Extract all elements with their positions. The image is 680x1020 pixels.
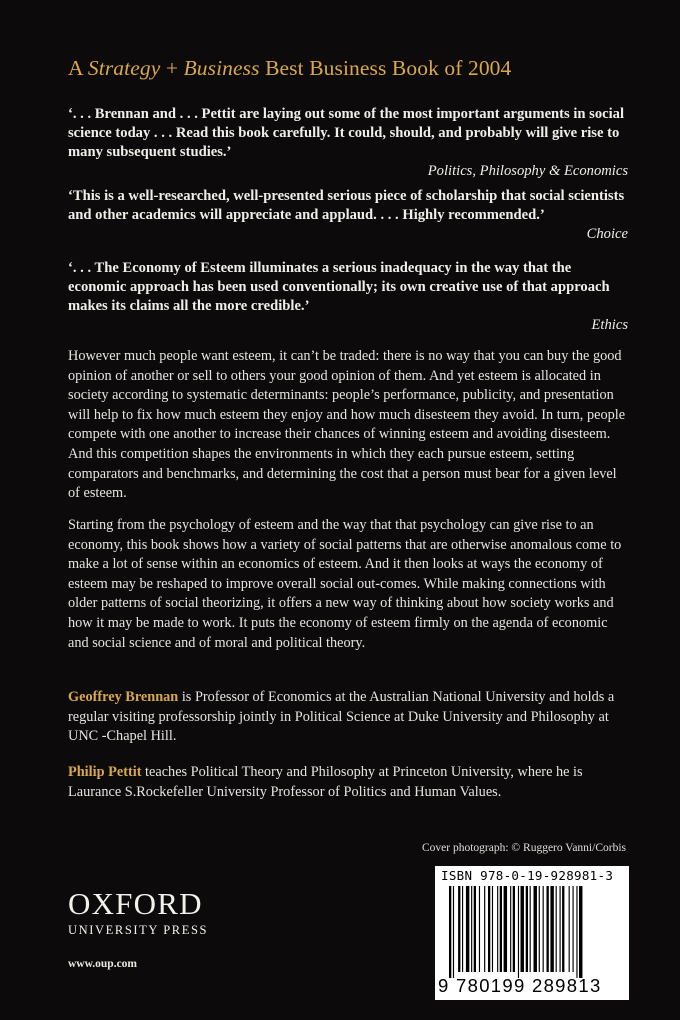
- publisher-logo-line-1: OXFORD: [68, 886, 203, 921]
- review-quote-2: [68, 187, 628, 244]
- author-bio-brennan: [68, 688, 628, 747]
- barcode-bar: [484, 886, 485, 972]
- isbn-barcode: [435, 866, 629, 1000]
- review-quote-3: [68, 259, 628, 335]
- barcode-bar: [556, 886, 557, 972]
- review-quote-text: ‘This is a well-researched, well-presented serious piece of scholarship that social scientists and other academics will appreciate and applaud. . . . Highly recommended.’: [68, 188, 625, 223]
- barcode-bar: [526, 886, 528, 972]
- barcode-bar: [488, 886, 490, 972]
- barcode-bar: [504, 886, 507, 972]
- blurb-paragraph-2: Starting from the psychology of esteem and the way that that psychology can give rise to an economy, this book shows how a variety of social patterns that are otherwise anomalous come to make a lot of sense within an economics of esteem. And it then looks at ways the economy of esteem may be reshaped to improve overall social out-comes. While making connections with older patterns of social theorizing, it offers a new way of thinking about how society works and how it may be made to work. It puts the economy of esteem firmly on the agenda of economic and social science and of moral and political theory.: [68, 517, 622, 651]
- isbn-number: ISBN 978-0-19-928981-3: [441, 868, 614, 883]
- award-connector: +: [160, 56, 184, 80]
- barcode-bar: [449, 886, 451, 978]
- barcode-bar: [521, 886, 524, 972]
- barcode-bar: [543, 886, 544, 972]
- barcode-bar: [513, 886, 515, 972]
- publisher-logo-line-2: UNIVERSITY PRESS: [68, 923, 209, 937]
- review-quote-source: Politics, Philosophy & Economics: [427, 163, 628, 179]
- blurb-paragraph-1: However much people want esteem, it can’t be traded: there is no way that you can buy the good opinion of another or sell to others your good opinion of them. And yet esteem is allocated in society according to systematic determinants: people’s performance, publicity, and presentation will help to fix how much esteem they enjoy and how much disesteem they avoid. In turn, people compete with one another to increase their chances of winning esteem and avoiding disesteem. And this competition shapes the environments in which they each pursue esteem, setting comparators and benchmarks, and determining the cost that a person must bear for a given level of esteem.: [68, 348, 626, 502]
- barcode-bar: [453, 886, 454, 978]
- barcode-bar: [579, 886, 582, 978]
- barcode-bar: [510, 886, 511, 972]
- author-bio-text: is Professor of Economics at the Australian National University and holds a regular visiting professorship jointly in Political Science at Duke University and Philosophy at UNC -Chapel Hill.: [68, 689, 615, 745]
- review-quote-text: ‘. . . Brennan and . . . Pettit are laying out some of the most important arguments in social science today . . . Read this book carefully. It could, should, and probably will give rise to many subsequent studies.’: [68, 106, 625, 160]
- barcode-bar: [530, 886, 531, 972]
- author-name: Philip Pettit: [68, 764, 142, 780]
- barcode-bar: [534, 886, 537, 972]
- author-bio-text: teaches Political Theory and Philosophy at Princeton University, where he is Laurance S.Rockefeller University Professor of Politics and Human Values.: [68, 764, 583, 800]
- barcode-bar: [562, 886, 564, 972]
- award-publication-2: Business: [183, 56, 260, 80]
- barcode-bar: [492, 886, 493, 972]
- barcode-bar: [573, 886, 574, 972]
- barcode-bar: [474, 886, 476, 972]
- barcode-bar: [539, 886, 540, 972]
- barcode-bar: [471, 886, 472, 972]
- ean-digits: 9 780199 289813: [438, 975, 602, 996]
- award-publication-1: Strategy: [87, 56, 161, 80]
- barcode-bar: [500, 886, 502, 972]
- barcode-bar: [466, 886, 469, 972]
- photo-credit: Cover photograph: © Ruggero Vanni/Corbis: [421, 842, 626, 854]
- barcode-bar: [560, 886, 561, 972]
- review-quote-1: [68, 105, 628, 181]
- barcode-bar: [458, 886, 460, 972]
- review-quote-source: Ethics: [591, 317, 628, 333]
- award-suffix: Best Business Book of 2004: [259, 56, 512, 80]
- award-prefix: A: [68, 56, 88, 80]
- author-bio-pettit: [68, 763, 628, 802]
- review-quote-source: Choice: [586, 226, 628, 242]
- barcode-bar: [479, 886, 480, 972]
- barcode-bar: [462, 886, 463, 972]
- barcode-bar: [518, 886, 519, 978]
- award-heading: [68, 56, 628, 81]
- publisher-url: www.oup.com: [68, 958, 138, 970]
- barcode-bar: [550, 886, 553, 972]
- publisher-logo: [68, 888, 208, 938]
- author-name: Geoffrey Brennan: [68, 689, 179, 705]
- barcode-bar: [547, 886, 549, 972]
- barcode-bar: [497, 886, 498, 972]
- review-quote-text: ‘. . . The Economy of Esteem illuminates a serious inadequacy in the way that the economic approach has been used conventionally; its own creative use of that approach makes its claims all the more credible.’: [68, 260, 610, 314]
- barcode-bar: [569, 886, 570, 972]
- barcode-bar: [576, 886, 577, 978]
